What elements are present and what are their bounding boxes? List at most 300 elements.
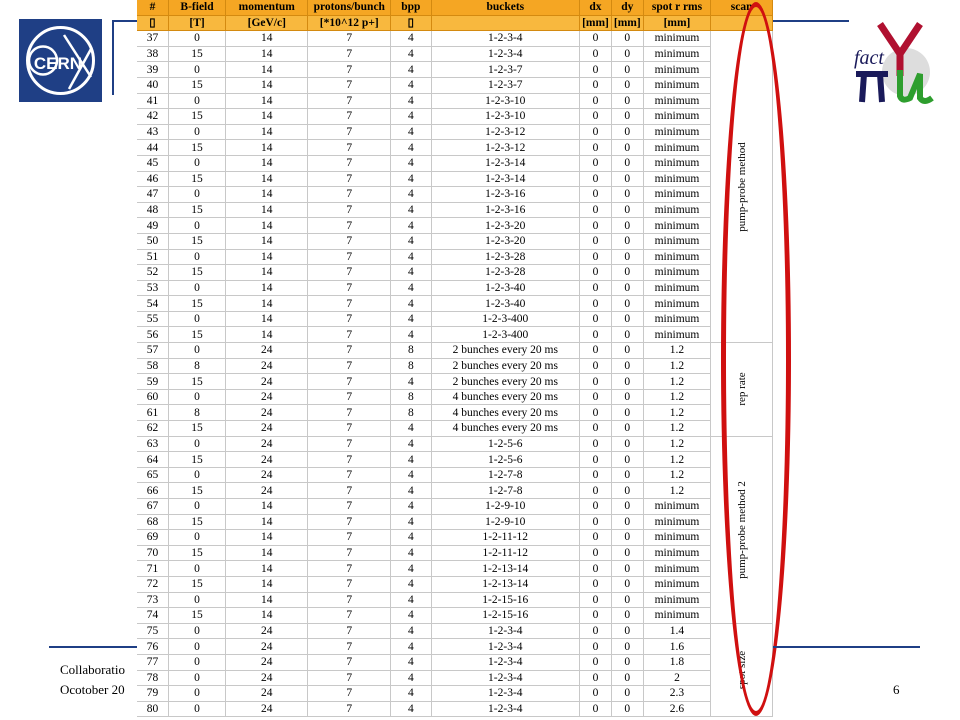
cell-protons-per-bunch: 7 (308, 311, 391, 327)
cell-bpp: 4 (391, 670, 431, 686)
cell-buckets: 1-2-3-28 (431, 249, 580, 265)
cell-spot-rms: minimum (643, 124, 711, 140)
cell-dy: 0 (611, 389, 643, 405)
cell-spot-rms: minimum (643, 514, 711, 530)
cell-spot-rms: minimum (643, 249, 711, 265)
cell-dy: 0 (611, 140, 643, 156)
cell-buckets: 1-2-3-12 (431, 140, 580, 156)
cell-spot-rms: 1.2 (643, 436, 711, 452)
cell-b-field: 8 (168, 358, 225, 374)
cell-bpp: 4 (391, 171, 431, 187)
cell-b-field: 0 (168, 280, 225, 296)
table-row (137, 514, 773, 530)
cell-row-number: 73 (137, 592, 168, 608)
cell-dy: 0 (611, 265, 643, 281)
header-buckets: buckets (431, 0, 580, 15)
table-row (137, 467, 773, 483)
cell-dx: 0 (580, 46, 612, 62)
footer-line-right (773, 646, 920, 648)
cell-buckets: 1-2-3-40 (431, 296, 580, 312)
cell-buckets: 1-2-3-4 (431, 639, 580, 655)
cell-protons-per-bunch: 7 (308, 499, 391, 515)
cell-protons-per-bunch: 7 (308, 62, 391, 78)
cell-dy: 0 (611, 77, 643, 93)
cell-dx: 0 (580, 639, 612, 655)
cell-bpp: 4 (391, 608, 431, 624)
cell-protons-per-bunch: 7 (308, 701, 391, 717)
cell-spot-rms: minimum (643, 592, 711, 608)
cell-protons-per-bunch: 7 (308, 436, 391, 452)
cell-dx: 0 (580, 233, 612, 249)
cell-dx: 0 (580, 530, 612, 546)
cell-row-number: 62 (137, 421, 168, 437)
cell-spot-rms: minimum (643, 296, 711, 312)
cell-momentum: 14 (226, 265, 308, 281)
cell-momentum: 14 (226, 561, 308, 577)
unit-dy: [mm] (611, 15, 643, 31)
cell-buckets: 1-2-3-4 (431, 623, 580, 639)
footer-line-2: Ocotober 20 (60, 682, 125, 697)
cell-momentum: 24 (226, 405, 308, 421)
cell-protons-per-bunch: 7 (308, 31, 391, 47)
cell-protons-per-bunch: 7 (308, 249, 391, 265)
cell-bpp: 8 (391, 343, 431, 359)
cell-dx: 0 (580, 608, 612, 624)
group-cell (711, 31, 773, 343)
cell-dx: 0 (580, 171, 612, 187)
cell-b-field: 15 (168, 374, 225, 390)
cell-buckets: 1-2-3-7 (431, 62, 580, 78)
table-row (137, 686, 773, 702)
header-dx: dx (580, 0, 612, 15)
header-spot-rms: spot r rms (643, 0, 711, 15)
table-row (137, 576, 773, 592)
cell-b-field: 15 (168, 140, 225, 156)
cell-dx: 0 (580, 109, 612, 125)
cern-logo (19, 19, 102, 102)
cell-dy: 0 (611, 280, 643, 296)
cell-dy: 0 (611, 296, 643, 312)
cell-dx: 0 (580, 280, 612, 296)
cell-momentum: 14 (226, 249, 308, 265)
cell-spot-rms: minimum (643, 327, 711, 343)
cell-bpp: 8 (391, 358, 431, 374)
cell-protons-per-bunch: 7 (308, 421, 391, 437)
cell-momentum: 14 (226, 296, 308, 312)
cell-momentum: 14 (226, 311, 308, 327)
cell-protons-per-bunch: 7 (308, 530, 391, 546)
cell-protons-per-bunch: 7 (308, 280, 391, 296)
cell-bpp: 4 (391, 686, 431, 702)
cell-bpp: 4 (391, 623, 431, 639)
group-cell (711, 343, 773, 437)
cell-dy: 0 (611, 31, 643, 47)
cell-momentum: 14 (226, 93, 308, 109)
cell-spot-rms: 1.2 (643, 343, 711, 359)
group-cell (711, 436, 773, 623)
cell-b-field: 0 (168, 654, 225, 670)
cell-protons-per-bunch: 7 (308, 623, 391, 639)
cell-row-number: 58 (137, 358, 168, 374)
cell-bpp: 4 (391, 421, 431, 437)
cell-dy: 0 (611, 686, 643, 702)
cern-logo-text: CERN (33, 54, 83, 73)
cell-dy: 0 (611, 639, 643, 655)
group-label: pump-probe method 2 (735, 480, 748, 579)
table-row (137, 311, 773, 327)
cell-spot-rms: 1.2 (643, 483, 711, 499)
group-label: pump-probe method (735, 141, 748, 232)
cell-dy: 0 (611, 701, 643, 717)
table-row (137, 155, 773, 171)
table-row (137, 77, 773, 93)
footer-line-1: Collaboratio (60, 662, 125, 677)
table-row (137, 249, 773, 265)
cell-row-number: 69 (137, 530, 168, 546)
cell-row-number: 71 (137, 561, 168, 577)
cell-momentum: 24 (226, 452, 308, 468)
cell-row-number: 56 (137, 327, 168, 343)
fact-logo (848, 18, 948, 110)
cell-b-field: 0 (168, 343, 225, 359)
table-row (137, 31, 773, 47)
cell-dy: 0 (611, 452, 643, 468)
cell-b-field: 8 (168, 405, 225, 421)
cell-row-number: 75 (137, 623, 168, 639)
cell-row-number: 72 (137, 576, 168, 592)
cell-bpp: 4 (391, 62, 431, 78)
cell-dy: 0 (611, 576, 643, 592)
unit-dx: [mm] (580, 15, 612, 31)
cell-momentum: 14 (226, 592, 308, 608)
table-row (137, 639, 773, 655)
unit-b-field: [T] (168, 15, 225, 31)
table-row (137, 124, 773, 140)
table-row (137, 654, 773, 670)
cell-buckets: 1-2-5-6 (431, 452, 580, 468)
cell-protons-per-bunch: 7 (308, 233, 391, 249)
cell-buckets: 1-2-7-8 (431, 483, 580, 499)
cell-spot-rms: minimum (643, 608, 711, 624)
cell-momentum: 24 (226, 639, 308, 655)
cell-momentum: 14 (226, 280, 308, 296)
cell-dx: 0 (580, 77, 612, 93)
cell-bpp: 4 (391, 639, 431, 655)
cell-momentum: 14 (226, 218, 308, 234)
table-row (137, 701, 773, 717)
cell-buckets: 4 bunches every 20 ms (431, 421, 580, 437)
cell-b-field: 15 (168, 421, 225, 437)
cell-buckets: 1-2-3-4 (431, 31, 580, 47)
table-row (137, 670, 773, 686)
cell-bpp: 4 (391, 483, 431, 499)
cell-buckets: 1-2-3-20 (431, 233, 580, 249)
table-row (137, 499, 773, 515)
cell-bpp: 4 (391, 311, 431, 327)
footer-line-left (49, 646, 137, 648)
cell-b-field: 0 (168, 467, 225, 483)
unit-buckets (431, 15, 580, 31)
cell-momentum: 14 (226, 77, 308, 93)
cell-protons-per-bunch: 7 (308, 265, 391, 281)
cell-bpp: 4 (391, 592, 431, 608)
cell-dy: 0 (611, 514, 643, 530)
cell-b-field: 15 (168, 576, 225, 592)
cell-momentum: 24 (226, 483, 308, 499)
cell-bpp: 4 (391, 155, 431, 171)
cell-row-number: 78 (137, 670, 168, 686)
cell-dx: 0 (580, 343, 612, 359)
cell-spot-rms: minimum (643, 233, 711, 249)
unit-spot-rms: [mm] (643, 15, 711, 31)
header-row-number: # (137, 0, 168, 15)
cell-dx: 0 (580, 311, 612, 327)
cell-buckets: 2 bunches every 20 ms (431, 343, 580, 359)
cell-dx: 0 (580, 405, 612, 421)
cell-row-number: 63 (137, 436, 168, 452)
cell-b-field: 0 (168, 311, 225, 327)
cell-bpp: 4 (391, 265, 431, 281)
cell-momentum: 14 (226, 109, 308, 125)
cell-dy: 0 (611, 218, 643, 234)
header-protons-per-bunch: protons/bunch (308, 0, 391, 15)
cell-spot-rms: minimum (643, 77, 711, 93)
cell-spot-rms: 1.2 (643, 421, 711, 437)
table-row (137, 46, 773, 62)
header-line-left-horizontal (112, 20, 138, 22)
cell-momentum: 24 (226, 623, 308, 639)
cell-b-field: 0 (168, 623, 225, 639)
cell-protons-per-bunch: 7 (308, 452, 391, 468)
cell-spot-rms: 1.2 (643, 405, 711, 421)
cell-row-number: 64 (137, 452, 168, 468)
cell-momentum: 14 (226, 140, 308, 156)
cell-spot-rms: minimum (643, 280, 711, 296)
table-row (137, 280, 773, 296)
unit-row-number: ▯ (137, 15, 168, 31)
cell-protons-per-bunch: 7 (308, 140, 391, 156)
cell-dx: 0 (580, 296, 612, 312)
cell-dx: 0 (580, 467, 612, 483)
cell-protons-per-bunch: 7 (308, 374, 391, 390)
cell-dx: 0 (580, 140, 612, 156)
cell-momentum: 24 (226, 654, 308, 670)
cell-protons-per-bunch: 7 (308, 46, 391, 62)
cell-protons-per-bunch: 7 (308, 592, 391, 608)
cell-dx: 0 (580, 202, 612, 218)
cell-b-field: 15 (168, 77, 225, 93)
cell-dx: 0 (580, 654, 612, 670)
cell-row-number: 39 (137, 62, 168, 78)
cell-protons-per-bunch: 7 (308, 483, 391, 499)
table-row (137, 343, 773, 359)
cell-momentum: 14 (226, 155, 308, 171)
cell-dx: 0 (580, 389, 612, 405)
cell-dx: 0 (580, 670, 612, 686)
cell-row-number: 43 (137, 124, 168, 140)
cell-b-field: 15 (168, 109, 225, 125)
cell-buckets: 1-2-3-14 (431, 171, 580, 187)
cell-momentum: 24 (226, 436, 308, 452)
cell-row-number: 45 (137, 155, 168, 171)
data-table-container (137, 0, 773, 720)
page-number: 6 (893, 682, 900, 697)
cell-spot-rms: 1.2 (643, 389, 711, 405)
cell-momentum: 24 (226, 358, 308, 374)
cell-dy: 0 (611, 327, 643, 343)
cell-b-field: 0 (168, 499, 225, 515)
cell-row-number: 51 (137, 249, 168, 265)
cell-buckets: 1-2-3-4 (431, 670, 580, 686)
data-table (137, 0, 773, 717)
cell-spot-rms: minimum (643, 311, 711, 327)
cell-buckets: 2 bunches every 20 ms (431, 358, 580, 374)
cell-bpp: 4 (391, 545, 431, 561)
cell-dx: 0 (580, 545, 612, 561)
table-row (137, 140, 773, 156)
cell-dy: 0 (611, 202, 643, 218)
cell-row-number: 46 (137, 171, 168, 187)
cell-momentum: 24 (226, 389, 308, 405)
cell-protons-per-bunch: 7 (308, 545, 391, 561)
table-row (137, 421, 773, 437)
cell-buckets: 1-2-15-16 (431, 592, 580, 608)
cell-b-field: 0 (168, 155, 225, 171)
cell-momentum: 24 (226, 670, 308, 686)
cell-b-field: 0 (168, 93, 225, 109)
table-row (137, 187, 773, 203)
cell-dy: 0 (611, 343, 643, 359)
table-row (137, 561, 773, 577)
table-row (137, 374, 773, 390)
cell-protons-per-bunch: 7 (308, 77, 391, 93)
cell-b-field: 0 (168, 686, 225, 702)
cell-momentum: 14 (226, 233, 308, 249)
cell-dy: 0 (611, 358, 643, 374)
fact-logo-text: fact (854, 47, 884, 69)
cell-buckets: 1-2-3-4 (431, 654, 580, 670)
cell-spot-rms: 2 (643, 670, 711, 686)
cell-dx: 0 (580, 499, 612, 515)
cell-dy: 0 (611, 249, 643, 265)
cell-protons-per-bunch: 7 (308, 670, 391, 686)
cell-row-number: 74 (137, 608, 168, 624)
cell-spot-rms: 1.2 (643, 374, 711, 390)
cell-spot-rms: 2.6 (643, 701, 711, 717)
cell-b-field: 0 (168, 124, 225, 140)
cell-dy: 0 (611, 467, 643, 483)
cell-bpp: 4 (391, 576, 431, 592)
cell-spot-rms: minimum (643, 218, 711, 234)
cell-momentum: 24 (226, 343, 308, 359)
cell-bpp: 8 (391, 389, 431, 405)
cell-bpp: 4 (391, 296, 431, 312)
cell-buckets: 1-2-5-6 (431, 436, 580, 452)
cell-b-field: 15 (168, 202, 225, 218)
cell-bpp: 4 (391, 77, 431, 93)
cell-row-number: 50 (137, 233, 168, 249)
cell-buckets: 1-2-3-10 (431, 93, 580, 109)
header-bpp: bpp (391, 0, 431, 15)
header-b-field: B-field (168, 0, 225, 15)
cell-row-number: 65 (137, 467, 168, 483)
cell-row-number: 47 (137, 187, 168, 203)
cell-b-field: 15 (168, 452, 225, 468)
cell-row-number: 53 (137, 280, 168, 296)
unit-bpp: ▯ (391, 15, 431, 31)
table-row (137, 436, 773, 452)
cell-dy: 0 (611, 436, 643, 452)
cell-momentum: 24 (226, 467, 308, 483)
cell-b-field: 0 (168, 561, 225, 577)
cell-b-field: 0 (168, 436, 225, 452)
cell-b-field: 0 (168, 218, 225, 234)
cell-b-field: 15 (168, 296, 225, 312)
cell-dx: 0 (580, 374, 612, 390)
cell-b-field: 15 (168, 608, 225, 624)
cell-dy: 0 (611, 561, 643, 577)
cell-momentum: 14 (226, 202, 308, 218)
cell-protons-per-bunch: 7 (308, 93, 391, 109)
cell-row-number: 54 (137, 296, 168, 312)
cell-dy: 0 (611, 499, 643, 515)
cell-row-number: 42 (137, 109, 168, 125)
cell-bpp: 4 (391, 218, 431, 234)
table-row (137, 202, 773, 218)
cell-dy: 0 (611, 374, 643, 390)
table-row (137, 389, 773, 405)
cell-momentum: 14 (226, 608, 308, 624)
cell-protons-per-bunch: 7 (308, 389, 391, 405)
cell-dx: 0 (580, 218, 612, 234)
table-row (137, 218, 773, 234)
cell-spot-rms: minimum (643, 140, 711, 156)
cell-b-field: 15 (168, 514, 225, 530)
cell-spot-rms: minimum (643, 530, 711, 546)
cell-dx: 0 (580, 358, 612, 374)
cell-buckets: 1-2-15-16 (431, 608, 580, 624)
cell-bpp: 8 (391, 405, 431, 421)
cell-momentum: 14 (226, 62, 308, 78)
cell-momentum: 14 (226, 576, 308, 592)
cell-bpp: 4 (391, 452, 431, 468)
cell-b-field: 0 (168, 530, 225, 546)
cell-bpp: 4 (391, 109, 431, 125)
cell-b-field: 15 (168, 327, 225, 343)
cell-row-number: 37 (137, 31, 168, 47)
cell-buckets: 1-2-13-14 (431, 561, 580, 577)
cell-buckets: 1-2-13-14 (431, 576, 580, 592)
cell-dy: 0 (611, 311, 643, 327)
cell-dy: 0 (611, 109, 643, 125)
unit-momentum: [GeV/c] (226, 15, 308, 31)
cell-dx: 0 (580, 265, 612, 281)
cell-buckets: 2 bunches every 20 ms (431, 374, 580, 390)
cell-momentum: 14 (226, 171, 308, 187)
cell-dy: 0 (611, 483, 643, 499)
cell-spot-rms: minimum (643, 155, 711, 171)
cell-bpp: 4 (391, 233, 431, 249)
cell-row-number: 38 (137, 46, 168, 62)
cell-dy: 0 (611, 62, 643, 78)
cell-b-field: 15 (168, 545, 225, 561)
cell-buckets: 4 bunches every 20 ms (431, 405, 580, 421)
cell-protons-per-bunch: 7 (308, 109, 391, 125)
cell-dy: 0 (611, 171, 643, 187)
table-row (137, 327, 773, 343)
cell-buckets: 1-2-3-14 (431, 155, 580, 171)
table-row (137, 265, 773, 281)
